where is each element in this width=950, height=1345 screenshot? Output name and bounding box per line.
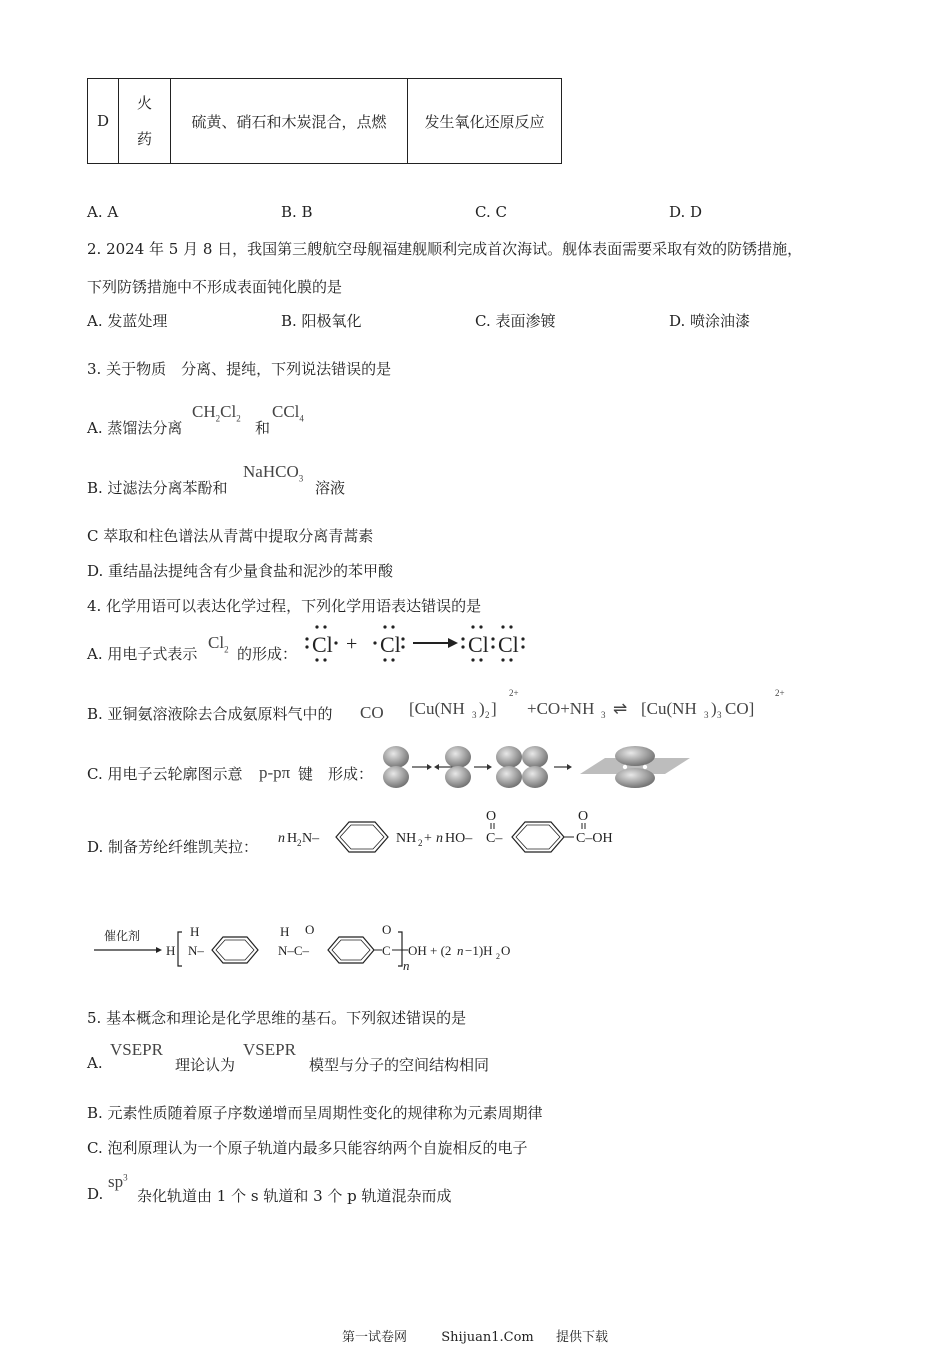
svg-text:3: 3 [601,710,606,720]
svg-text:): ) [711,699,717,718]
cuprammonium-equation [405,684,795,728]
svg-text:+: + [424,831,432,846]
svg-text:O: O [501,943,511,958]
page-footer [0,1326,950,1345]
formula-sp3: $sp^3$ [108,1172,128,1191]
svg-text:N–: N– [302,831,320,846]
svg-text:C–OH: C–OH [576,831,613,846]
formula-ccl4: CCl$_4$ [272,402,304,424]
q5-option-b: B. 元素性质随着原子序数递增而呈周期性变化的规律称为元素周期律 [87,1104,543,1122]
q4-stem: 4. 化学用语可以表达化学过程，下列化学用语表达错误的是 [87,597,482,615]
svg-text:3: 3 [704,710,709,720]
svg-text:O: O [382,922,392,937]
svg-text:[Cu(NH: [Cu(NH [641,699,697,718]
electron-dot-cl2-formation [300,622,530,666]
q3-option-a [87,417,182,438]
svg-text:O: O [578,809,589,824]
q3-b-suffix: 溶液 [315,479,346,497]
q1-option-b: B. B [281,203,313,221]
table-cell-option: D [88,79,119,164]
svg-text:Cl: Cl [468,632,489,657]
kevlar-product [92,918,532,980]
svg-text:3: 3 [472,710,477,720]
q1-option-a: A. A [87,203,119,221]
q5-option-c: C. 泡利原理认为一个原子轨道内最多只能容纳两个自旋相反的电子 [87,1139,528,1157]
formula-ppi: p-pπ [259,763,291,782]
q5-d-prefix: D. [87,1185,104,1203]
svg-text:H: H [280,924,290,939]
q3-stem: 3. 关于物质 分离、提纯，下列说法错误的是 [87,360,392,378]
formula-ch2cl2: $CH_2Cl_2$ [192,402,241,424]
p-orbital-diagram [380,742,692,792]
q5-a-mid: 理论认为 [175,1056,236,1074]
table-cell-item [119,79,171,164]
svg-text:O: O [305,922,315,937]
footer-site-name: 第一试卷网 [341,1330,407,1345]
svg-text:3: 3 [717,710,722,720]
svg-text:HO–: HO– [445,831,473,846]
svg-text:n: n [403,958,410,973]
q5-d-suffix: 杂化轨道由 1 个 s 轨道和 3 个 p 轨道混杂而成 [137,1187,452,1205]
q4-c-prefix: C. 用电子云轮廓图示意 [87,765,243,783]
svg-text:C: C [382,943,391,958]
q3-a-mid: 和 [255,419,271,437]
svg-text:2: 2 [496,952,500,961]
formula-vsepr-1: VSEPR [110,1040,163,1059]
svg-text:Cl: Cl [498,632,519,657]
q2-stem-line2: 下列防锈措施中不形成表面钝化膜的是 [87,278,343,296]
table-cell-process: 硫黄、硝石和木炭混合，点燃 [171,79,408,164]
catalyst-label: 催化剂 [104,929,141,943]
svg-text:Cl: Cl [380,632,401,657]
svg-text:N–: N– [188,943,204,958]
q3-a-text: A. 蒸馏法分离 [87,419,183,437]
svg-text:NH: NH [396,831,417,846]
svg-text:2+: 2+ [775,688,785,698]
svg-text:n: n [457,943,464,958]
q4-b-prefix: B. 亚铜氨溶液除去合成氨原料气中的 [87,705,333,723]
table-cell-item-line2: 药 [136,130,152,148]
q4-a-suffix: 的形成： [237,645,298,663]
q5-a-suffix: 模型与分子的空间结构相同 [309,1056,490,1074]
q4-a-prefix: A. 用电子式表示 [87,645,198,663]
table-cell-item-line1: 火 [136,94,152,112]
svg-text:⇌: ⇌ [613,699,628,718]
svg-text:O: O [486,809,497,824]
svg-text:H: H [287,831,298,846]
svg-text:H: H [190,924,200,939]
q2-option-a: A. 发蓝处理 [87,312,168,330]
svg-text:]: ] [491,699,497,718]
svg-text:2: 2 [297,838,302,848]
answer-table [87,78,562,164]
footer-domain[interactable]: Shijuan1.Com [441,1330,534,1345]
svg-text:H: H [166,943,176,958]
footer-download: 提供下载 [556,1330,609,1345]
q2-stem-line1: 2. 2024 年 5 月 8 日，我国第三艘航空母舰福建舰顺利完成首次海试。舰体表面需要采取有效的防锈措施， [87,240,803,258]
formula-cl2: $Cl_2$ [208,633,229,655]
svg-text:−1)H: −1)H [465,943,493,958]
svg-text:[Cu(NH: [Cu(NH [409,699,465,718]
kevlar-reactants [276,806,636,862]
q2-option-d: D. 喷涂油漆 [669,312,751,330]
q3-option-b: B. 过滤法分离苯酚和 [87,479,228,497]
svg-text:n: n [278,831,285,846]
q4-c-suffix: 键 形成： [298,765,374,783]
formula-co: CO [360,703,384,722]
formula-nahco3: NaHCO$_3$ [243,462,304,484]
q2-option-b: B. 阳极氧化 [281,312,362,330]
q3-option-c: C 萃取和柱色谱法从青蒿中提取分离青蒿素 [87,527,374,545]
svg-text:C–: C– [486,831,503,846]
svg-text:Cl: Cl [312,632,333,657]
q5-stem: 5. 基本概念和理论是化学思维的基石。下列叙述错误的是 [87,1009,467,1027]
svg-text:+CO+NH: +CO+NH [527,699,595,718]
svg-text:+: + [346,633,358,655]
svg-text:): ) [479,699,485,718]
q3-option-d: D. 重结晶法提纯含有少量食盐和泥沙的苯甲酸 [87,562,394,580]
q5-a-prefix: A. [87,1054,103,1072]
svg-text:2: 2 [418,838,423,848]
q1-option-d: D. D [669,203,703,221]
q2-option-c: C. 表面渗镀 [475,312,556,330]
q1-option-c: C. C [475,203,507,221]
svg-text:CO]: CO] [725,699,755,718]
svg-text:N–C–: N–C– [278,943,310,958]
svg-text:2+: 2+ [509,688,519,698]
formula-vsepr-2: VSEPR [243,1040,296,1059]
svg-text:OH + (2: OH + (2 [408,943,452,958]
svg-text:n: n [436,831,443,846]
q4-d-prefix: D. 制备芳纶纤维凯芙拉： [87,838,259,856]
table-cell-result: 发生氧化还原反应 [408,79,562,164]
svg-text:2: 2 [485,710,490,720]
